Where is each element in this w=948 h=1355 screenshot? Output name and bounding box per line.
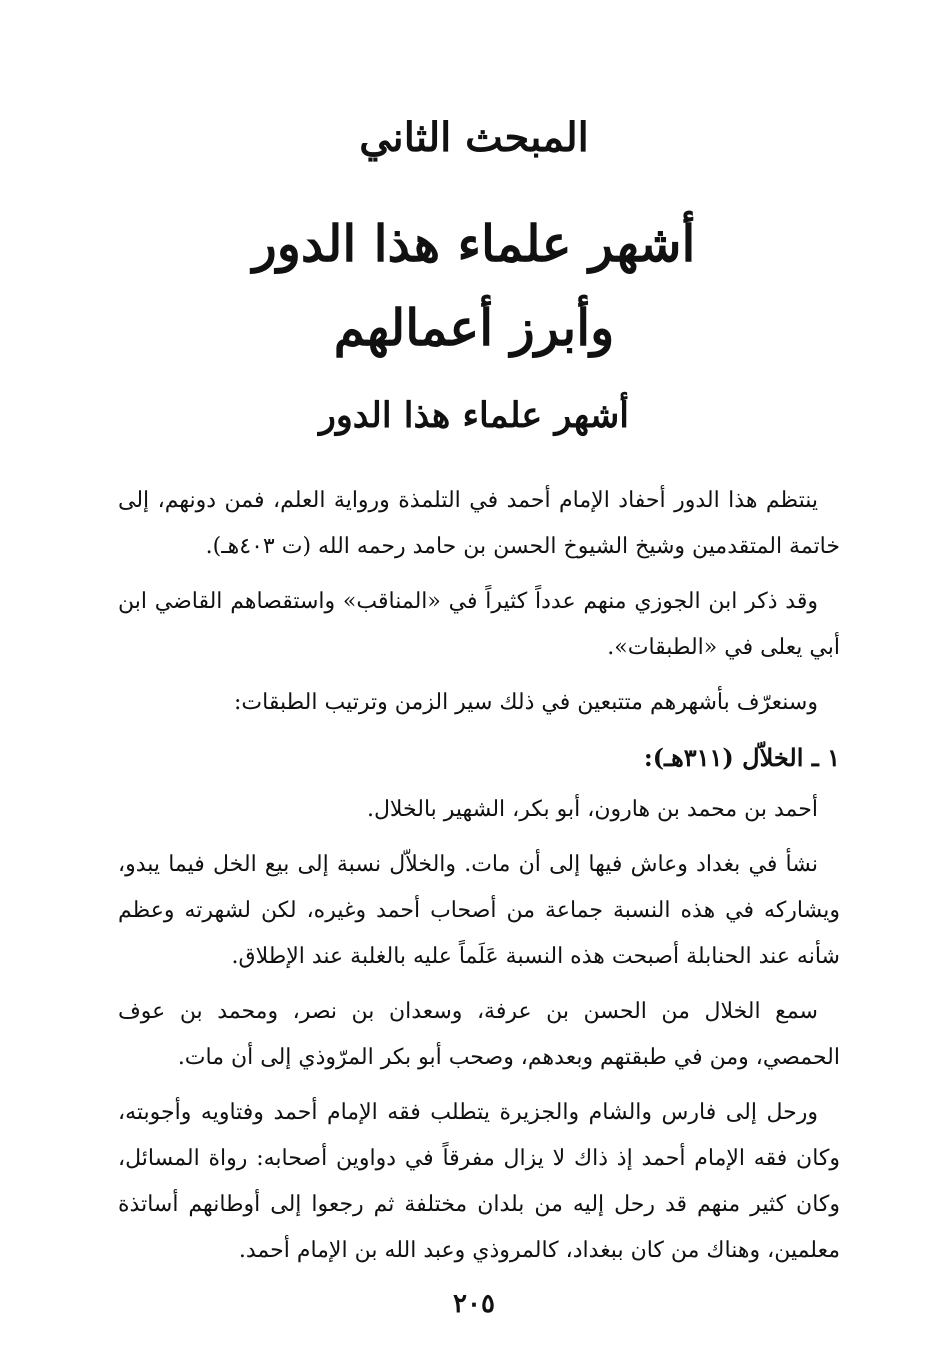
entry-paragraph-travels: ورحل إلى فارس والشام والجزيرة يتطلب فقه الإمام أحمد وفتاويه وأجوبته، وكان فقه الإمام أحمد إذ ذاك لا يزال مفرقاً في دواوين أصحابه: رواة المسائل، وكان كثير منهم قد رحل إليه من بلدان مختلفة ثم رجعوا إلى أوطانهم أساتذة معلمين، وهناك من كان ببغداد، كالمروذي وعبد الله بن الإمام أحمد.	[118, 1100, 840, 1263]
entry-paragraph-teachers: سمع الخلال من الحسن بن عرفة، وسعدان بن نصر، ومحمد بن عوف الحمصي، ومن في طبقتهم وبعدهم، وصحب أبو بكر المرّوذي إلى أن مات.	[118, 999, 840, 1070]
section-heading: أشهر علماء هذا الدور	[319, 395, 629, 436]
chapter-heading: المبحث الثاني	[359, 114, 589, 161]
page-number: ٢٠٥	[453, 1289, 495, 1319]
intro-paragraph-2: وقد ذكر ابن الجوزي منهم عدداً كثيراً في «المناقب» واستقصاهم القاضي ابن أبي يعلى في «الطبقات».	[118, 589, 840, 660]
main-title-line-1: أشهر علماء هذا الدور	[252, 214, 696, 273]
entry-paragraph-origin: نشأ في بغداد وعاش فيها إلى أن مات. والخلاّل نسبة إلى بيع الخل فيما يبدو، ويشاركه في هذه النسبة جماعة من أصحاب أحمد وغيره، لكن لشهرته وعظم شأنه عند الحنابلة أصبحت هذه النسبة عَلَماً عليه بالغلبة عند الإطلاق.	[118, 852, 840, 969]
main-title-line-2: وأبرز أعمالهم	[333, 298, 615, 357]
intro-paragraph-3: وسنعرّف بأشهرهم متتبعين في ذلك سير الزمن وترتيب الطبقات:	[234, 690, 818, 715]
entry-paragraph-name: أحمد بن محمد بن هارون، أبو بكر، الشهير بالخلال.	[366, 797, 818, 822]
body-text	[118, 478, 840, 1283]
entry-heading-khallal: ١ ـ الخلاّل (٣١١هـ):	[643, 743, 840, 772]
intro-paragraph-1: ينتظم هذا الدور أحفاد الإمام أحمد في التلمذة ورواية العلم، فمن دونهم، إلى خاتمة المتقدمين وشيخ الشيوخ الحسن بن حامد رحمه الله (ت ٤٠٣هـ).	[118, 488, 840, 559]
